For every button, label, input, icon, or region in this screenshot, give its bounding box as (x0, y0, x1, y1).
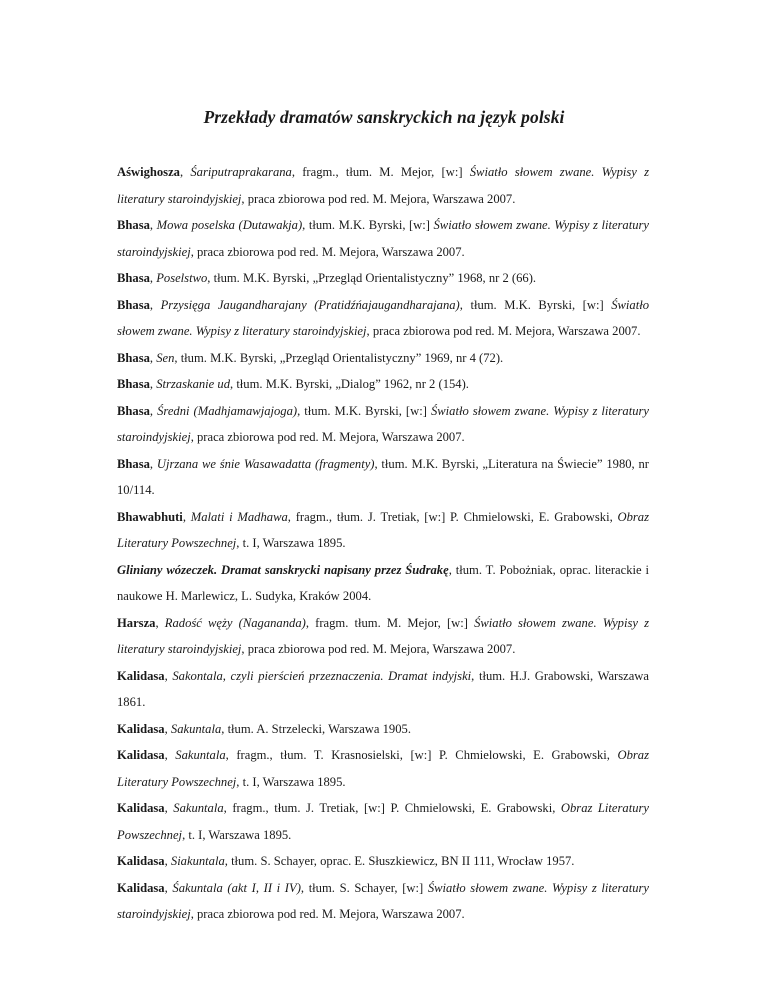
entry-details: , tłum. M.K. Byrski, [w:] (302, 218, 434, 232)
entry-details: , fragm. tłum. M. Mejor, [w:] (305, 615, 475, 630)
bibliography-entry: Bhasa, Strzaskanie ud, tłum. M.K. Byrski, „Dialog” 1962, nr 2 (154). (117, 377, 469, 391)
entry-work-title: Przysięga Jaugandharajany (Pratidźńajaugandharajana) (160, 297, 460, 312)
entry-book-title: Obraz Literatury Powszechnej (117, 509, 649, 550)
bibliography-entry: Bhasa, Sen, tłum. M.K. Byrski, „Przegląd Orientalistyczny” 1969, nr 4 (72). (117, 350, 504, 365)
entry-book-title: Światło słowem zwane. Wypisy z literatury staroindyjskiej (117, 403, 649, 444)
entry-tail: , praca zbiorowa pod red. M. Mejora, Warszawa 2007. (190, 244, 465, 259)
entry-details: , tłum. M.K. Byrski, [w:] (297, 403, 431, 418)
entry-details: , fragm., tłum. J. Tretiak, [w:] P. Chmielowski, E. Grabowski, (223, 801, 561, 815)
bibliography-entry: Kalidasa, Sakuntala, tłum. A. Strzelecki, Warszawa 1905. (117, 721, 411, 736)
entry-details: , fragm., tłum. J. Tretiak, [w:] P. Chmielowski, E. Grabowski, (287, 509, 618, 524)
entry-work-title: Sakuntala (175, 748, 226, 762)
entry-work-title: Średni (Madhjamawjajoga) (157, 403, 298, 418)
entry-author: Bhasa (117, 218, 150, 232)
entry-details: , tłum. M.K. Byrski, „Literatura na Świecie” 1980, nr 10/114. (117, 456, 649, 497)
entry-bold-title: Gliniany wózeczek. Dramat sanskrycki napisany przez Śudrakę (117, 562, 449, 577)
entry-details: , fragm., tłum. M. Mejor, [w:] (291, 165, 470, 179)
bibliography-entry: Bhasa, Poselstwo, tłum. M.K. Byrski, „Przegląd Orientalistyczny” 1968, nr 2 (66). (117, 271, 537, 285)
entry-book-title: Światło słowem zwane. Wypisy z literatury staroindyjskiej (117, 880, 649, 921)
entry-author: Kalidasa (117, 721, 165, 736)
entry-book-title: Obraz Literatury Powszechnej (117, 801, 650, 842)
entry-details: , tłum. H.J. Grabowski, Warszawa 1861. (117, 668, 649, 709)
entry-author: Kalidasa (117, 801, 165, 815)
entry-work-title: Siakuntala (170, 854, 225, 868)
entry-details: , tłum. M.K. Byrski, [w:] (459, 297, 612, 312)
entry-details: , tłum. M.K. Byrski, „Dialog” 1962, nr 2 (154). (230, 377, 469, 391)
document-title: Przekłady dramatów sanskryckich na język polski (203, 107, 565, 127)
bibliography-list (117, 159, 649, 928)
bibliography-entry: Harsza, Radość węży (Nagananda), fragm. tłum. M. Mejor, [w:] Światło słowem zwane. Wypisy z literatury staroindyjskiej, praca zbiorowa pod red. M. Mejora, Warszawa 2007. (117, 615, 650, 656)
entry-author: Bhawabhuti (117, 509, 183, 524)
entry-tail: , praca zbiorowa pod red. M. Mejora, Warszawa 2007. (241, 642, 516, 656)
entry-work-title: Śakuntala (akt I, II i IV) (172, 880, 301, 895)
entry-work-title: Poselstwo (156, 271, 208, 285)
entry-details: , tłum. S. Schayer, [w:] (300, 880, 428, 895)
bibliography-entry: Kalidasa, Sakuntala, fragm., tłum. J. Tretiak, [w:] P. Chmielowski, E. Grabowski, Obraz Literatury Powszechnej, t. I, Warszawa 1895. (117, 801, 650, 842)
entry-author: Bhasa (117, 403, 150, 418)
entry-book-title: Światło słowem zwane. Wypisy z literatury staroindyjskiej (117, 165, 649, 206)
bibliography-entry: Aświghosza, Śariputraprakarana, fragm., tłum. M. Mejor, [w:] Światło słowem zwane. Wypisy z literatury staroindyjskiej, praca zbiorowa pod red. M. Mejora, Warszawa 2007. (117, 165, 649, 206)
entry-work-title: Sakuntala (170, 721, 222, 736)
bibliography-entry: Kalidasa, Sakuntala, fragm., tłum. T. Krasnosielski, [w:] P. Chmielowski, E. Grabowski, Obraz Literatury Powszechnej, t. I, Warszawa 1895. (117, 748, 649, 789)
entry-tail: , t. I, Warszawa 1895. (182, 827, 292, 842)
entry-work-title: Sakontala, czyli pierścień przeznaczenia. Dramat indyjski (172, 668, 472, 683)
bibliography-entry: Bhawabhuti, Malati i Madhawa, fragm., tłum. J. Tretiak, [w:] P. Chmielowski, E. Grabowski, Obraz Literatury Powszechnej, t. I, Warszawa 1895. (117, 509, 649, 550)
entry-author: Harsza (117, 615, 156, 630)
entry-work-title: Sen (156, 350, 175, 365)
entry-tail: , praca zbiorowa pod red. M. Mejora, Warszawa 2007. (190, 430, 465, 444)
bibliography-entry: Bhasa, Mowa poselska (Dutawakja), tłum. M.K. Byrski, [w:] Światło słowem zwane. Wypisy z literatury staroindyjskiej, praca zbiorowa pod red. M. Mejora, Warszawa 2007. (117, 218, 650, 259)
entry-tail: , t. I, Warszawa 1895. (236, 536, 346, 550)
entry-details: , tłum. S. Schayer, oprac. E. Słuszkiewicz, BN II 111, Wrocław 1957. (224, 854, 575, 868)
bibliography-entry (117, 557, 649, 610)
entry-book-title: Obraz Literatury Powszechnej (117, 748, 649, 789)
entry-tail: , praca zbiorowa pod red. M. Mejora, Warszawa 2007. (366, 324, 641, 338)
bibliography-entry: Kalidasa, Śakuntala (akt I, II i IV), tłum. S. Schayer, [w:] Światło słowem zwane. Wypisy z literatury staroindyjskiej, praca zbiorowa pod red. M. Mejora, Warszawa 2007. (117, 880, 649, 921)
entry-author: Kalidasa (117, 748, 165, 762)
bibliography-entry: Bhasa, Przysięga Jaugandharajany (Pratidźńajaugandharajana), tłum. M.K. Byrski, [w:] Światło słowem zwane. Wypisy z literatury staroindyjskiej, praca zbiorowa pod red. M. Mejora, Warszawa 2007. (117, 297, 650, 338)
entry-details: , tłum. M.K. Byrski, „Przegląd Orientalistyczny” 1968, nr 2 (66). (207, 271, 537, 285)
entry-author: Bhasa (117, 297, 150, 312)
entry-book-title: Światło słowem zwane. Wypisy z literatury staroindyjskiej (117, 218, 650, 259)
bibliography-entry: Bhasa, Ujrzana we śnie Wasawadatta (fragmenty), tłum. M.K. Byrski, „Literatura na Świecie” 1980, nr 10/114. (117, 456, 649, 497)
entry-details: , fragm., tłum. T. Krasnosielski, [w:] P. Chmielowski, E. Grabowski, (225, 748, 618, 762)
entry-author: Aświghosza (117, 165, 180, 179)
bibliography-entry: Kalidasa, Siakuntala, tłum. S. Schayer, oprac. E. Słuszkiewicz, BN II 111, Wrocław 1957. (117, 854, 575, 868)
entry-details: , tłum. T. Pobożniak, oprac. literackie i naukowe H. Marlewicz, L. Sudyka, Kraków 2004. (117, 562, 650, 603)
entry-work-title: Ujrzana we śnie Wasawadatta (fragmenty) (156, 456, 375, 471)
entry-details: , tłum. M.K. Byrski, „Przegląd Orientalistyczny” 1969, nr 4 (72). (174, 350, 504, 365)
entry-work-title: Mowa poselska (Dutawakja) (156, 218, 303, 232)
entry-work-title: Strzaskanie ud (156, 377, 231, 391)
entry-author: Kalidasa (117, 668, 165, 683)
entry-book-title: Światło słowem zwane. Wypisy z literatury staroindyjskiej (117, 297, 650, 338)
entry-work-title: Sakuntala (173, 801, 224, 815)
bibliography-entry: Kalidasa, Sakontala, czyli pierścień przeznaczenia. Dramat indyjski, tłum. H.J. Grabowski, Warszawa 1861. (117, 668, 649, 709)
entry-work-title: Śariputraprakarana (190, 165, 292, 179)
entry-tail: , praca zbiorowa pod red. M. Mejora, Warszawa 2007. (190, 907, 465, 921)
entry-tail: , praca zbiorowa pod red. M. Mejora, Warszawa 2007. (241, 191, 516, 206)
entry-work-title: Radość węży (Nagananda) (164, 615, 306, 630)
bibliography-entry: Bhasa, Średni (Madhjamawjajoga), tłum. M.K. Byrski, [w:] Światło słowem zwane. Wypisy z literatury staroindyjskiej, praca zbiorowa pod red. M. Mejora, Warszawa 2007. (117, 403, 649, 444)
entry-tail: , t. I, Warszawa 1895. (236, 774, 346, 789)
entry-author: Kalidasa (117, 880, 165, 895)
entry-work-title: Malati i Madhawa (190, 509, 288, 524)
entry-book-title: Światło słowem zwane. Wypisy z literatury staroindyjskiej (117, 615, 650, 656)
entry-author: Bhasa (117, 271, 150, 285)
entry-details: , tłum. A. Strzelecki, Warszawa 1905. (221, 721, 411, 736)
entry-author: Bhasa (117, 350, 150, 365)
entry-author: Bhasa (117, 377, 150, 391)
entry-author: Bhasa (117, 456, 150, 471)
entry-author: Kalidasa (117, 854, 165, 868)
